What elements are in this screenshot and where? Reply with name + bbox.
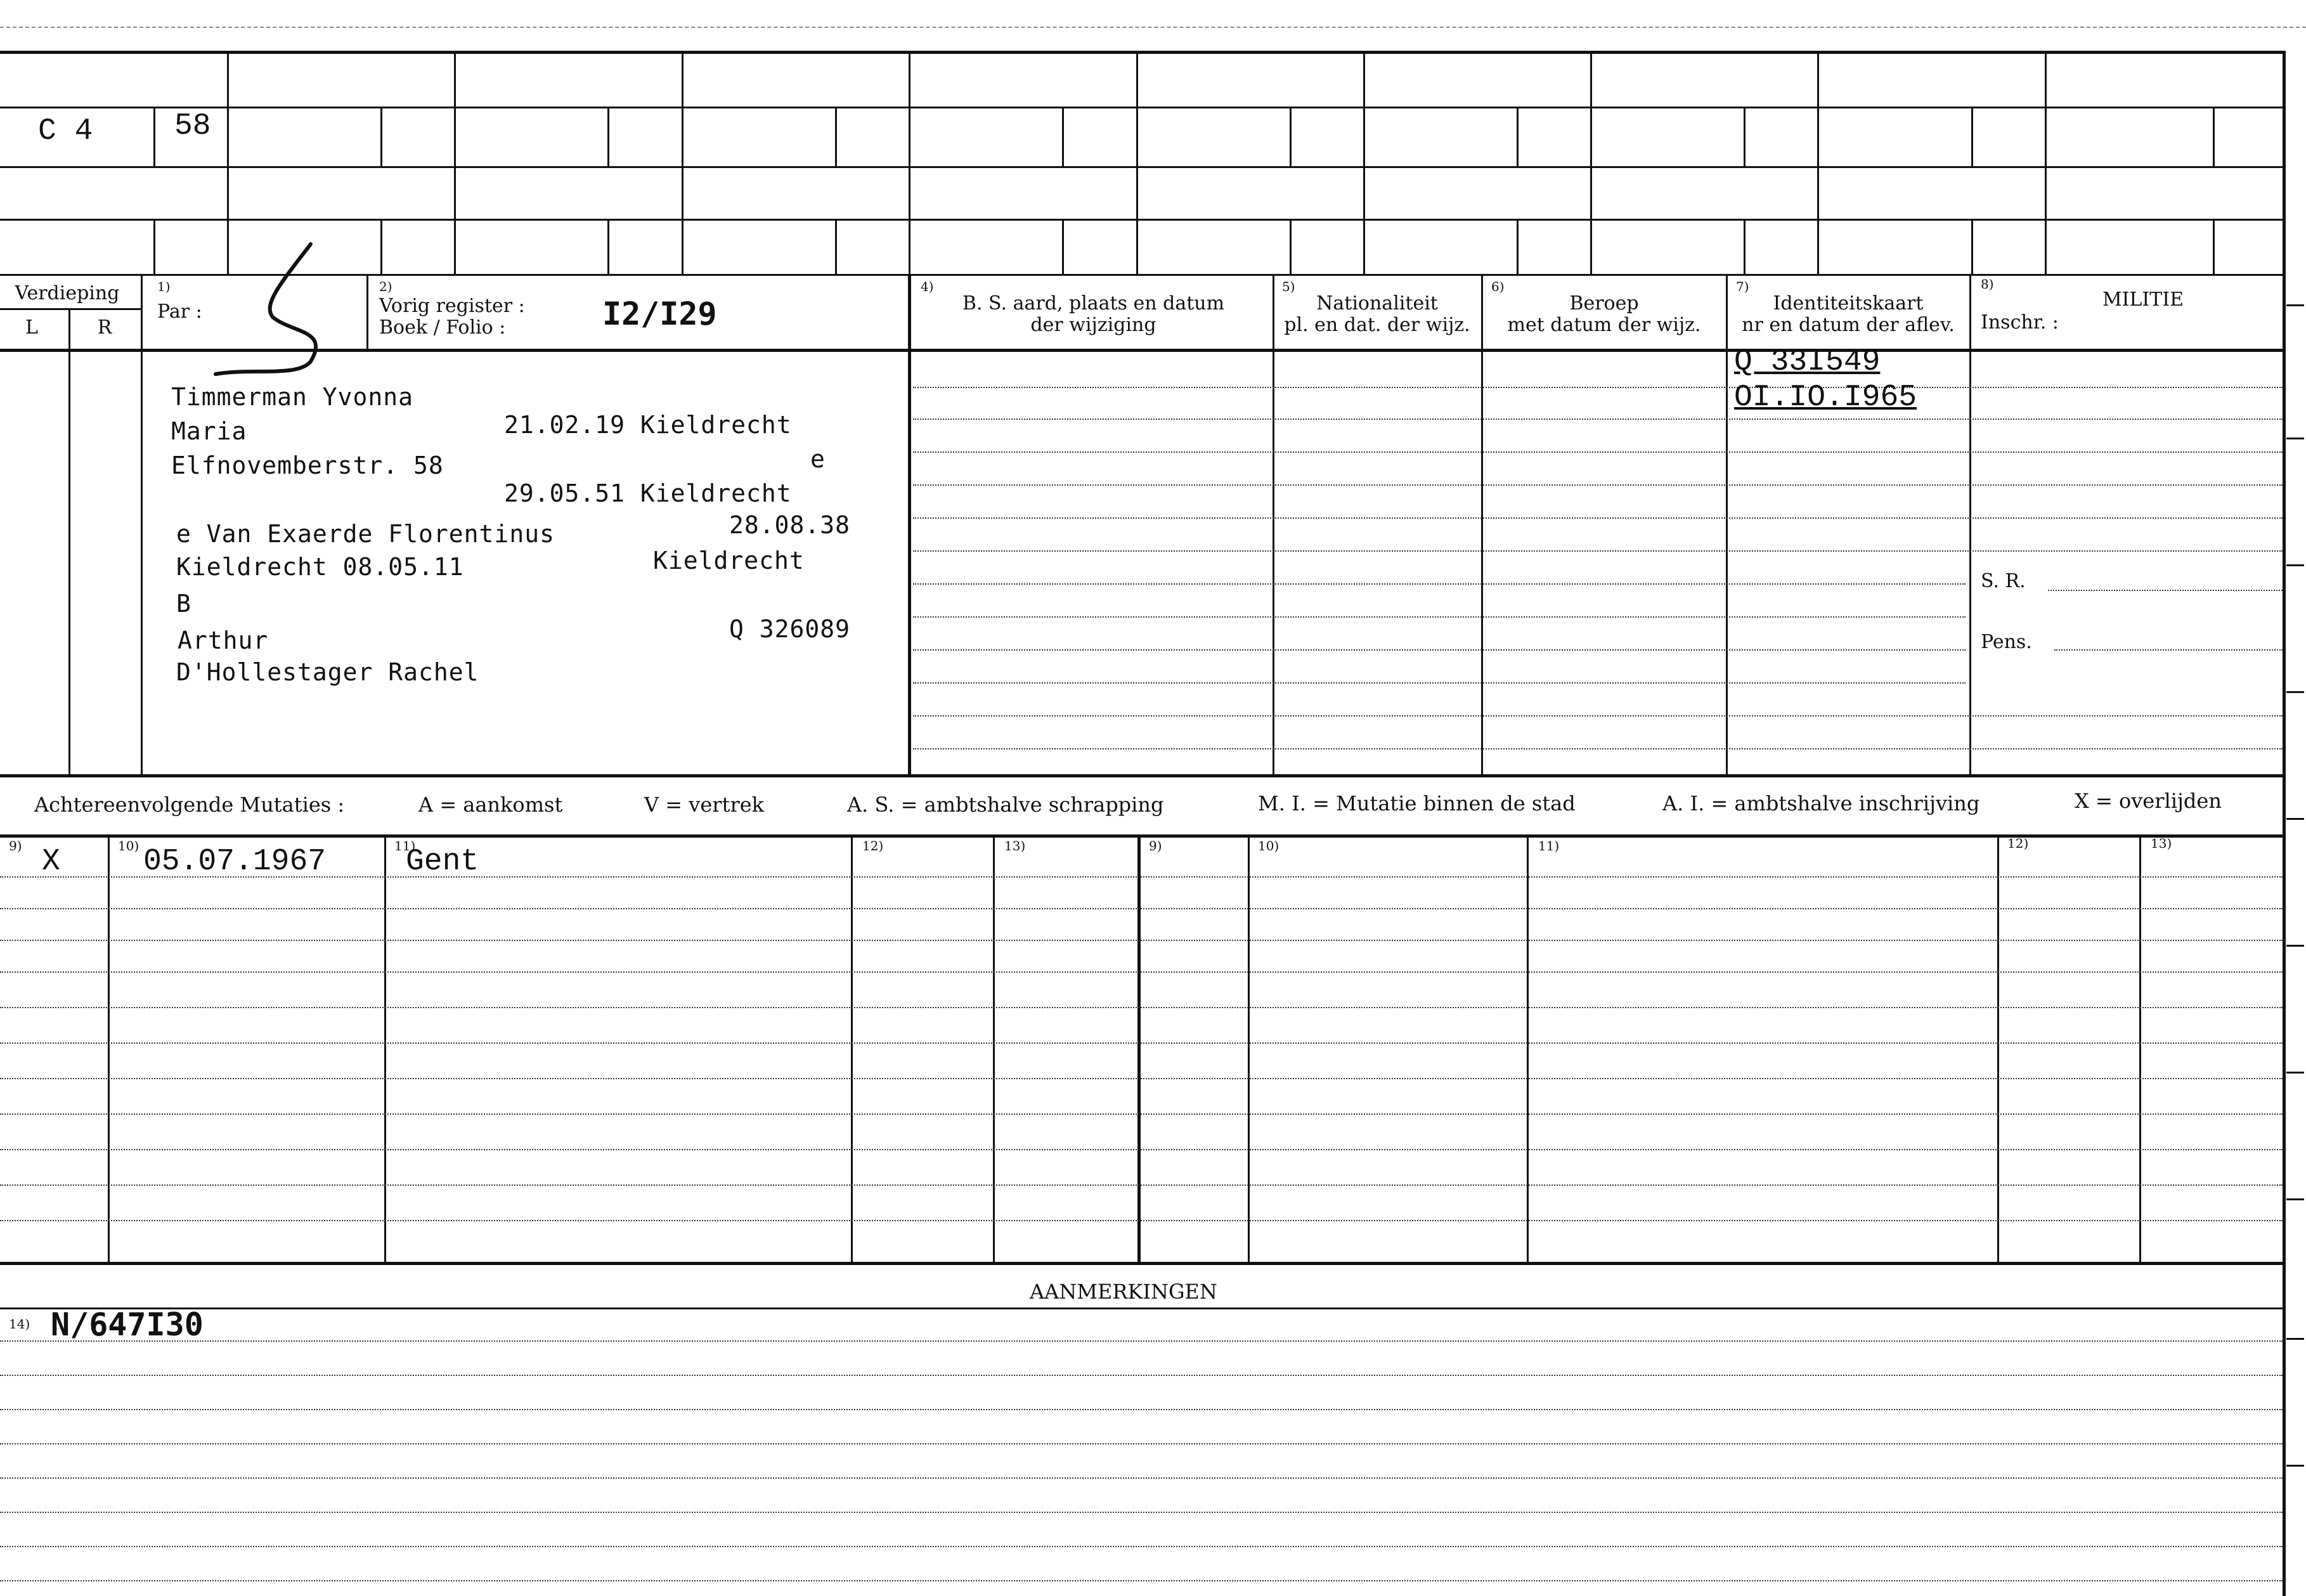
mut-col-10: 10) (118, 838, 139, 853)
mutation-date: 05.07.1967 (143, 845, 327, 879)
mut-col-13b: 13) (2151, 836, 2172, 851)
person-birth: 21.02.19 Kieldrecht (504, 411, 792, 439)
person-marker-b: B (176, 590, 191, 618)
col-num-4: 4) (921, 279, 934, 294)
person-spouse-birth: Kieldrecht 08.05.11 (176, 553, 464, 581)
mutation-place: Gent (406, 845, 479, 879)
beroep-header-2: met datum der wijz. (1507, 314, 1701, 336)
legend-ai: A. I. = ambtshalve inschrijving (1662, 791, 1980, 815)
person-name: Timmerman Yvonna (171, 383, 414, 411)
legend-x: X = overlijden (2075, 789, 2222, 813)
person-given-name: Maria (171, 417, 247, 445)
pens-label: Pens. (1981, 631, 2032, 653)
mut-col-11b: 11) (1538, 838, 1560, 853)
sr-label: S. R. (1981, 570, 2026, 592)
remarks-value: N/647I30 (51, 1306, 204, 1343)
col-num-5: 5) (1282, 279, 1295, 294)
top-edge-line (0, 27, 2306, 28)
grid-number: 58 (174, 109, 211, 143)
col-num-1: 1) (157, 279, 171, 294)
par-label: Par : (157, 301, 202, 323)
bs-header-1: B. S. aard, plaats en datum (962, 292, 1225, 315)
legend-title: Achtereenvolgende Mutaties : (34, 793, 345, 817)
id-card-number: Q 33I549 (1734, 345, 1881, 379)
person-address: Elfnovemberstr. 58 (171, 451, 444, 479)
mutation-type: X (42, 845, 60, 879)
verdieping-l: L (25, 316, 38, 339)
bs-header-2: der wijziging (1030, 314, 1156, 336)
legend-mi: M. I. = Mutatie binnen de stad (1258, 791, 1576, 815)
signature-scribble-icon (203, 241, 368, 387)
boek-folio-label: Boek / Folio : (379, 316, 506, 339)
vorig-register-label: Vorig register : (379, 295, 525, 317)
person-date-2: 29.05.51 Kieldrecht (504, 479, 792, 507)
col-num-7: 7) (1736, 279, 1749, 294)
legend-a: A = aankomst (418, 793, 563, 817)
grid-code: C 4 (38, 114, 93, 148)
identiteit-header-1: Identiteitskaart (1773, 292, 1924, 315)
col-num-2: 2) (379, 279, 392, 294)
mut-col-12: 12) (862, 838, 884, 853)
col-num-8: 8) (1981, 276, 1994, 292)
person-child: Arthur (178, 626, 269, 654)
legend-as: A. S. = ambtshalve schrapping (847, 793, 1164, 817)
person-spouse-date: 28.08.38 (729, 511, 851, 539)
col-num-6: 6) (1491, 279, 1505, 294)
person-marker-e1: e (810, 445, 826, 473)
mut-col-12b: 12) (2007, 836, 2029, 851)
person-id-number: Q 326089 (729, 615, 851, 643)
person-spouse: e Van Exaerde Florentinus (176, 520, 555, 548)
mut-col-9: 9) (9, 838, 22, 853)
register-value: I2/I29 (602, 295, 717, 332)
beroep-header-1: Beroep (1569, 292, 1639, 315)
mut-col-9b: 9) (1149, 838, 1162, 853)
mut-col-11: 11) (394, 838, 416, 853)
remarks-title: AANMERKINGEN (1030, 1280, 1217, 1304)
remarks-num: 14) (9, 1316, 30, 1332)
mut-col-10b: 10) (1258, 838, 1279, 853)
nationaliteit-header-2: pl. en dat. der wijz. (1284, 314, 1470, 336)
mut-col-13: 13) (1004, 838, 1026, 853)
person-spouse-place: Kieldrecht (653, 547, 805, 574)
person-relation: D'Hollestager Rachel (176, 658, 479, 686)
legend-v: V = vertrek (644, 793, 765, 817)
inschr-label: Inschr. : (1981, 311, 2059, 334)
id-card-date: OI.IO.I965 (1734, 380, 1917, 415)
militie-header: MILITIE (2102, 289, 2184, 311)
verdieping-header: Verdieping (15, 282, 120, 304)
identiteit-header-2: nr en datum der aflev. (1742, 314, 1955, 336)
verdieping-r: R (97, 316, 112, 339)
nationaliteit-header-1: Nationaliteit (1316, 292, 1438, 315)
